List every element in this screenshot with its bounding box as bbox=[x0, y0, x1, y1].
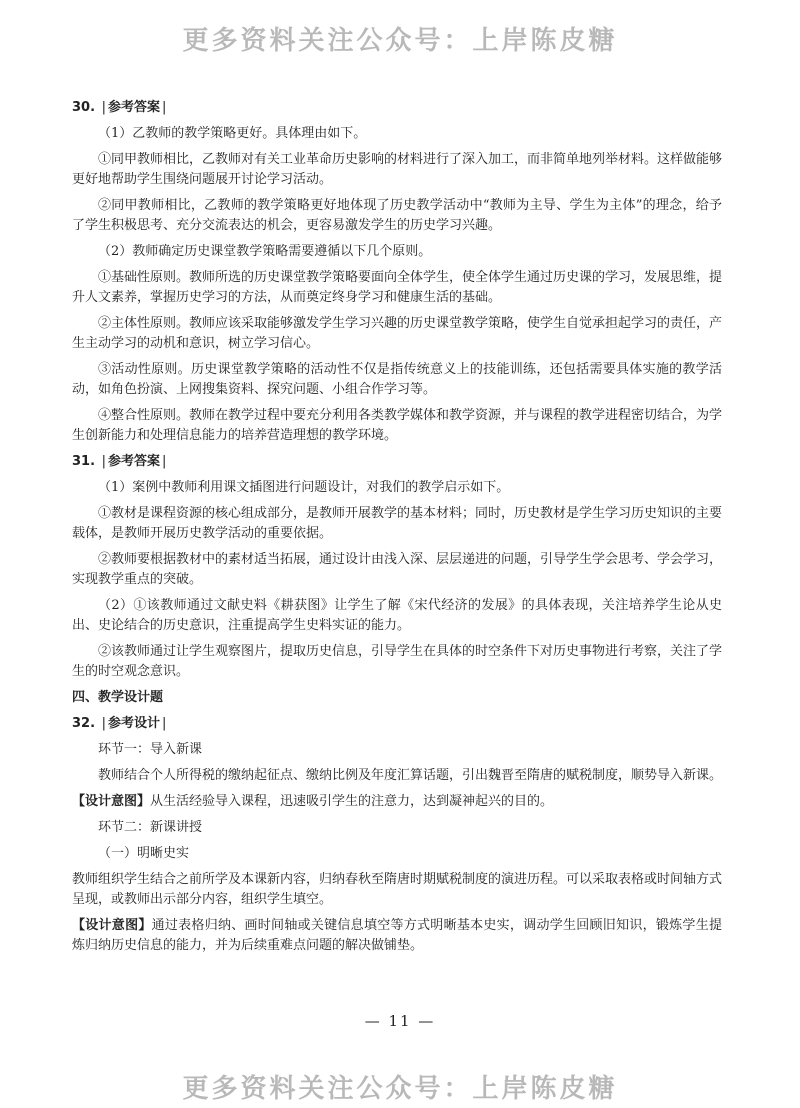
watermark-top: 更多资料关注公众号：上岸陈皮糖 bbox=[182, 26, 618, 56]
answer-tag: 参考答案 bbox=[107, 100, 160, 115]
answer-tag: 参考答案 bbox=[107, 454, 160, 469]
q30-paragraph-3: ②同甲教师相比，乙教师的教学策略更好地体现了历史教学活动中“教师为主导、学生为主体”的理念，给予了学生积极思考、充分交流表达的机会，更容易激发学生的历史学习兴趣。 bbox=[72, 198, 722, 233]
q32-design-intent-2 bbox=[72, 916, 722, 956]
q31-paragraph-2: ①教材是课程资源的核心组成部分，是教师开展教学的基本材料；同时，历史教材是学生学习历史知识的主要载体，是教师开展历史教学活动的重要依据。 bbox=[72, 506, 723, 541]
watermark-bottom: 更多资料关注公众号：上岸陈皮糖 bbox=[182, 1074, 618, 1104]
q30-paragraph-1: （1）乙教师的教学策略更好。具体理由如下。 bbox=[98, 126, 367, 141]
q30-paragraph-6: ②主体性原则。教师应该采取能够激发学生学习兴趣的历史课堂教学策略，使学生自觉承担起学习的责任，产生主动学习的动机和意识，树立学习信心。 bbox=[72, 316, 723, 351]
question-number: 31. bbox=[72, 454, 96, 469]
design-tag: 参考设计 bbox=[107, 716, 160, 731]
design-intent-text: 从生活经验导入课程，迅速吸引学生的注意力，达到凝神起兴的目的。 bbox=[150, 794, 554, 809]
q30-paragraph-4: （2）教师确定历史课堂教学策略需要遵循以下几个原则。 bbox=[98, 244, 432, 259]
q30-paragraph-2: ①同甲教师相比，乙教师对有关工业革命历史影响的材料进行了深入加工，而非简单地列举材料。这样做能够更好地帮助学生围绕问题展开讨论学习活动。 bbox=[72, 152, 723, 187]
question-31-heading: 31. | 参考答案 | bbox=[72, 454, 167, 469]
question-32-heading: 32. | 参考设计 | bbox=[72, 716, 167, 731]
q32-design-intent-1 bbox=[72, 792, 722, 812]
design-intent-text: 通过表格归纳、画时间轴或关键信息填空等方式明晰基本史实，调动学生回顾旧知识，锻炼学生提炼归纳历史信息的能力，并为后续重难点问题的解决做铺垫。 bbox=[72, 918, 722, 953]
q32-paragraph-2: 教师结合个人所得税的缴纳起征点、缴纳比例及年度汇算话题，引出魏晋至隋唐的赋税制度，顺势导入新课。 bbox=[98, 768, 723, 783]
section-heading: 四、教学设计题 bbox=[72, 690, 164, 705]
question-number: 32. bbox=[72, 716, 96, 731]
q32-paragraph-1: 环节一：导入新课 bbox=[98, 742, 203, 757]
q32-paragraph-4: 环节二：新课讲授 bbox=[98, 820, 203, 835]
q30-paragraph-5: ①基础性原则。教师所选的历史课堂教学策略要面向全体学生，使全体学生通过历史课的学习，发展思维，提升人文素养，掌握历史学习的方法，从而奠定终身学习和健康生活的基础。 bbox=[72, 270, 723, 305]
q32-paragraph-6: 教师组织学生结合之前所学及本课新内容，归纳春秋至隋唐时期赋税制度的演进历程。可以采取表格或时间轴方式呈现，或教师出示部分内容，组织学生填空。 bbox=[72, 872, 723, 907]
q31-paragraph-4: （2）①该教师通过文献史料《耕获图》让学生了解《宋代经济的发展》的具体表现，关注培养学生论从史出、史论结合的历史意识，注重提高学生史料实证的能力。 bbox=[72, 598, 722, 633]
question-30-heading: 30. | 参考答案 | bbox=[72, 100, 167, 115]
q30-paragraph-8: ④整合性原则。教师在教学过程中要充分利用各类教学媒体和教学资源，并与课程的教学进程密切结合，为学生创新能力和处理信息能力的培养营造理想的教学环境。 bbox=[72, 408, 723, 443]
page-number: — 11 — bbox=[364, 1012, 436, 1030]
design-intent-label: 【设计意图】 bbox=[72, 918, 152, 933]
q31-paragraph-5: ②该教师通过让学生观察图片，提取历史信息，引导学生在具体的时空条件下对历史事物进行考察，关注了学生的时空观念意识。 bbox=[72, 644, 723, 679]
question-number: 30. bbox=[72, 100, 96, 115]
q31-paragraph-3: ②教师要根据教材中的素材适当拓展，通过设计由浅入深、层层递进的问题，引导学生学会思考、学会学习，实现教学重点的突破。 bbox=[72, 552, 723, 587]
document-body bbox=[72, 98, 722, 962]
design-intent-label: 【设计意图】 bbox=[72, 794, 151, 809]
q31-paragraph-1: （1）案例中教师利用课文插图进行问题设计，对我们的教学启示如下。 bbox=[98, 480, 510, 495]
q32-paragraph-5: （一）明晰史实 bbox=[98, 846, 190, 861]
q30-paragraph-7: ③活动性原则。历史课堂教学策略的活动性不仅是指传统意义上的技能训练，还包括需要具体实施的教学活动，如角色扮演、上网搜集资料、探究问题、小组合作学习等。 bbox=[72, 362, 722, 397]
